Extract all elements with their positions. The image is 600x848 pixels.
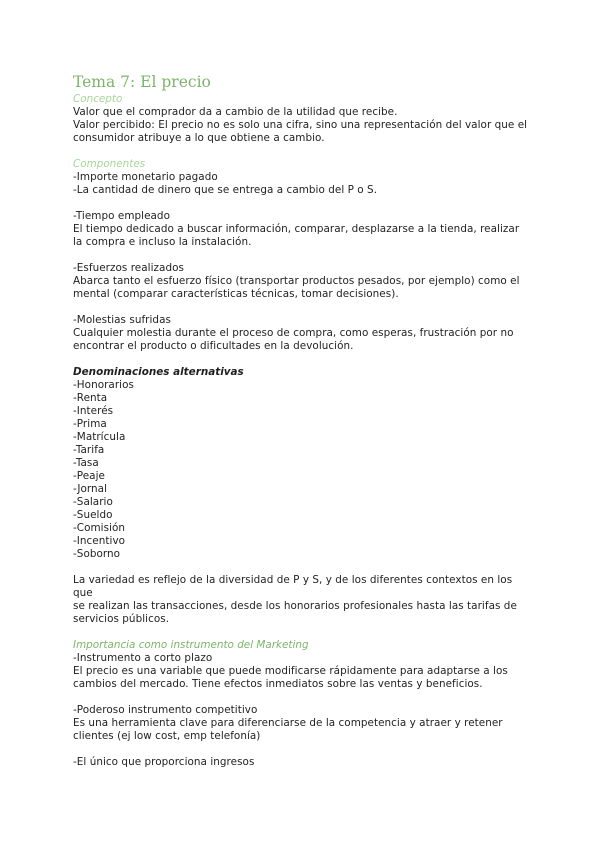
importancia-title: -Instrumento a corto plazo [73, 652, 213, 664]
denominaciones-heading: Denominaciones alternativas [73, 366, 244, 378]
importancia-line: El precio es una variable que puede modificarse rápidamente para adaptarse a los [73, 665, 508, 677]
list-item: -Interés [73, 405, 114, 417]
importancia-line: Es una herramienta clave para diferenciarse de la competencia y atraer y retener [73, 717, 503, 729]
componente-title: -Molestias sufridas [73, 314, 171, 326]
list-item: -Renta [73, 392, 108, 404]
list-item: -Comisión [73, 522, 126, 534]
componentes-heading: Componentes [73, 158, 146, 170]
list-item: -Matrícula [73, 431, 126, 443]
concepto-line: consumidor atribuye a lo que obtiene a cambio. [73, 132, 325, 144]
list-item: -Soborno [73, 548, 121, 560]
importancia-line: clientes (ej low cost, emp telefonía) [73, 730, 261, 742]
denominaciones-summary-line: La variedad es reflejo de la diversidad de P y S, y de los diferentes contextos en los que [73, 574, 513, 599]
list-item: -Peaje [73, 470, 105, 482]
list-item: -Honorarios [73, 379, 134, 391]
importancia-line: cambios del mercado. Tiene efectos inmediatos sobre las ventas y beneficios. [73, 678, 483, 690]
list-item: -Incentivo [73, 535, 126, 547]
componente-title: -Esfuerzos realizados [73, 262, 184, 274]
componente-line: encontrar el producto o dificultades en la devolución. [73, 340, 354, 352]
denominaciones-summary-line: se realizan las transacciones, desde los honorarios profesionales hasta las tarifas de [73, 600, 517, 612]
list-item: -Salario [73, 496, 113, 508]
list-item: -Prima [73, 418, 107, 430]
list-item: -Tasa [73, 457, 99, 469]
componente-line: la compra e incluso la instalación. [73, 236, 252, 248]
concepto-heading: Concepto [73, 93, 123, 105]
document-page [73, 72, 533, 769]
componente-line: Cualquier molestia durante el proceso de compra, como esperas, frustración por no [73, 327, 514, 339]
componente-line: -La cantidad de dinero que se entrega a cambio del P o S. [73, 184, 378, 196]
componente-title: -Tiempo empleado [73, 210, 170, 222]
denominaciones-list [73, 379, 533, 561]
list-item: -Jornal [73, 483, 108, 495]
denominaciones-summary-line: servicios públicos. [73, 613, 170, 625]
list-item: -Tarifa [73, 444, 105, 456]
page-title: Tema 7: El precio [73, 73, 211, 91]
componente-line: mental (comparar características técnicas, tomar decisiones). [73, 288, 399, 300]
componente-line: Abarca tanto el esfuerzo físico (transportar productos pesados, por ejemplo) como el [73, 275, 520, 287]
componente-line: El tiempo dedicado a buscar información, comparar, desplazarse a la tienda, realizar [73, 223, 520, 235]
importancia-title: -El único que proporciona ingresos [73, 756, 255, 768]
importancia-title: -Poderoso instrumento competitivo [73, 704, 258, 716]
componente-title: -Importe monetario pagado [73, 171, 218, 183]
list-item: -Sueldo [73, 509, 113, 521]
concepto-line: Valor percibido: El precio no es solo una cifra, sino una representación del valor que el [73, 119, 528, 131]
importancia-heading: Importancia como instrumento del Marketing [73, 639, 309, 651]
concepto-line: Valor que el comprador da a cambio de la utilidad que recibe. [73, 106, 398, 118]
